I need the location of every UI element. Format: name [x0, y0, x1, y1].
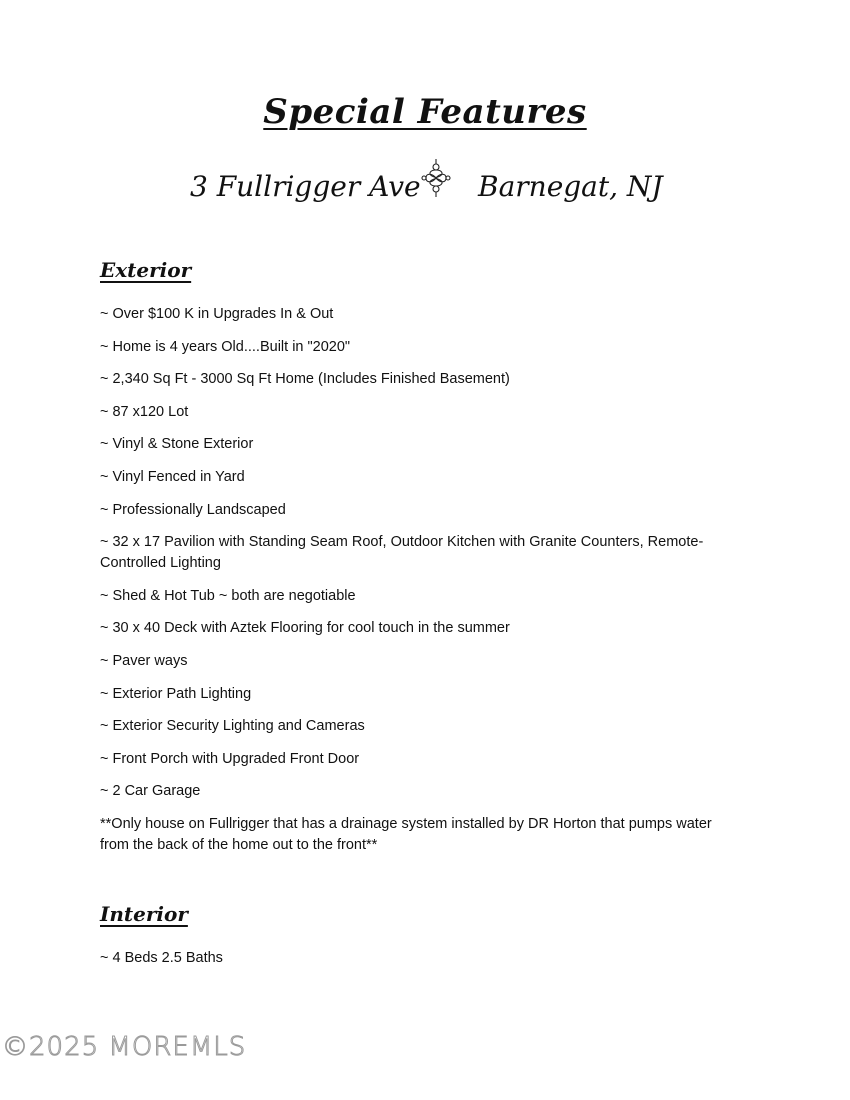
list-item: ~ 30 x 40 Deck with Aztek Flooring for cool touch in the summer	[100, 620, 510, 637]
list-item: ~ Vinyl Fenced in Yard	[100, 468, 245, 485]
celtic-knot-icon	[420, 158, 452, 198]
list-item: ~ Paver ways	[100, 652, 188, 669]
interior-heading: Interior	[100, 902, 188, 926]
address-city: Barnegat, NJ	[478, 170, 663, 203]
list-item: ~ Exterior Path Lighting	[100, 685, 252, 702]
interior-list	[100, 948, 740, 981]
address-street: 3 Fullrigger Ave	[190, 170, 421, 203]
list-item: ~ Exterior Security Lighting and Cameras	[100, 718, 365, 735]
list-item: ~ Home is 4 years Old....Built in "2020"	[100, 338, 351, 355]
exterior-list	[100, 304, 740, 868]
list-item: ~ 2 Car Garage	[100, 783, 201, 800]
list-item: ~ 2,340 Sq Ft - 3000 Sq Ft Home (Includes Finished Basement)	[100, 371, 510, 388]
exterior-heading: Exterior	[100, 258, 192, 282]
list-item: ~ Front Porch with Upgraded Front Door	[100, 750, 360, 767]
page-title: Special Features	[263, 92, 587, 132]
list-item: ~ Over $100 K in Upgrades In & Out	[100, 306, 334, 322]
address-row	[0, 158, 850, 218]
list-item: ~ Professionally Landscaped	[100, 501, 286, 518]
drainage-note: **Only house on Fullrigger that has a drainage system installed by DR Horton that pumps water from the back of the home out to the front**	[100, 815, 712, 853]
list-item: ~ Shed & Hot Tub ~ both are negotiable	[100, 587, 356, 604]
list-item: ~ 87 x120 Lot	[100, 403, 189, 420]
copyright-watermark: ©2025 MOREMLS	[2, 1032, 247, 1062]
list-item: ~ 4 Beds 2.5 Baths	[100, 950, 223, 966]
list-item: ~ Vinyl & Stone Exterior	[100, 436, 254, 453]
list-item: ~ 32 x 17 Pavilion with Standing Seam Roof, Outdoor Kitchen with Granite Counters, Remote-Controlled Lighting	[100, 534, 704, 572]
